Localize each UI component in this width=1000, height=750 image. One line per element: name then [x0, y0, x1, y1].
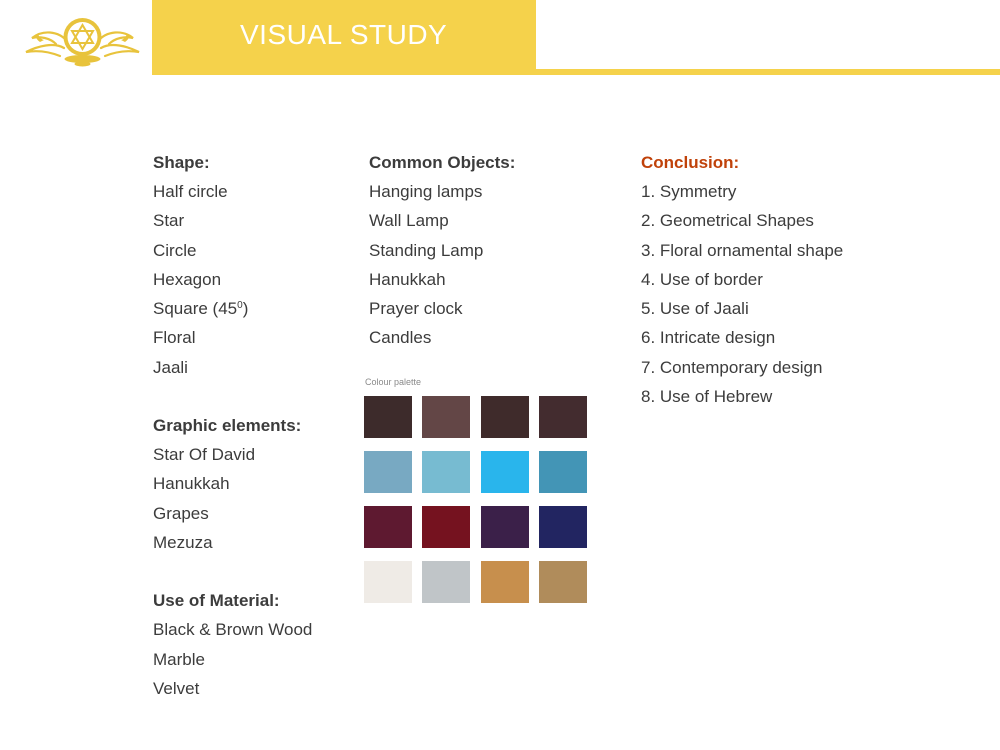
shape-item: Hexagon	[153, 269, 222, 289]
colour-palette-label: Colour palette	[365, 377, 422, 387]
common-object-item: Prayer clock	[369, 299, 463, 319]
material-item: Black & Brown Wood	[153, 620, 313, 640]
conclusion-heading: Conclusion:	[641, 153, 740, 172]
shape-heading: Shape:	[153, 153, 210, 172]
common-objects-heading: Common Objects:	[369, 153, 516, 172]
material-heading: Use of Material:	[153, 591, 280, 611]
graphic-element-item: Grapes	[153, 503, 209, 523]
colour-swatch	[422, 561, 470, 603]
common-object-item: Standing Lamp	[369, 240, 484, 260]
square-superscript: 0	[237, 300, 243, 312]
star-of-david-ornament-logo	[20, 12, 145, 67]
column-common-objects	[369, 152, 609, 357]
colour-swatch	[364, 451, 412, 493]
common-object-item: Hanging lamps	[369, 182, 483, 201]
conclusion-item: 4. Use of border	[641, 269, 763, 289]
square-suffix: )	[242, 299, 249, 319]
conclusion-item: 7. Contemporary design	[641, 357, 823, 377]
conclusion-item: 8. Use of Hebrew	[641, 387, 773, 407]
colour-swatch	[481, 506, 529, 548]
conclusion-item: 3. Floral ornamental shape	[641, 240, 844, 260]
page-title: VISUAL STUDY	[240, 19, 448, 50]
colour-swatch	[539, 506, 587, 548]
shape-item: Circle	[153, 240, 197, 260]
colour-swatch	[364, 396, 412, 438]
shape-item: Half circle	[153, 182, 228, 201]
conclusion-item: 5. Use of Jaali	[641, 299, 749, 319]
column-conclusion	[641, 152, 961, 415]
title-underline	[536, 69, 1000, 75]
common-object-item: Hanukkah	[369, 269, 446, 289]
colour-swatch	[422, 396, 470, 438]
title-banner	[152, 0, 536, 75]
graphic-element-item: Mezuza	[153, 532, 213, 552]
common-object-item: Wall Lamp	[369, 211, 449, 231]
shape-item: Floral	[153, 328, 196, 348]
colour-swatch	[481, 561, 529, 603]
colour-swatch	[422, 451, 470, 493]
column-attributes	[153, 152, 353, 707]
conclusion-item: 6. Intricate design	[641, 328, 776, 348]
square-label: Square (45	[153, 299, 238, 319]
graphic-element-item: Hanukkah	[153, 474, 230, 494]
colour-swatch	[481, 396, 529, 438]
colour-swatch	[364, 561, 412, 603]
graphic-element-item: Star Of David	[153, 445, 256, 465]
material-item: Marble	[153, 649, 205, 669]
colour-swatch	[364, 506, 412, 548]
colour-swatch	[539, 396, 587, 438]
shape-item	[153, 298, 353, 320]
conclusion-item: 1. Symmetry	[641, 182, 737, 201]
colour-swatch	[422, 506, 470, 548]
graphic-elements-heading: Graphic elements:	[153, 416, 302, 436]
shape-item: Jaali	[153, 357, 188, 377]
colour-swatch	[481, 451, 529, 493]
common-object-item: Candles	[369, 328, 432, 348]
colour-swatch	[539, 451, 587, 493]
material-item: Velvet	[153, 678, 200, 698]
conclusion-item: 2. Geometrical Shapes	[641, 211, 814, 231]
colour-swatch	[539, 561, 587, 603]
shape-item: Star	[153, 211, 185, 231]
